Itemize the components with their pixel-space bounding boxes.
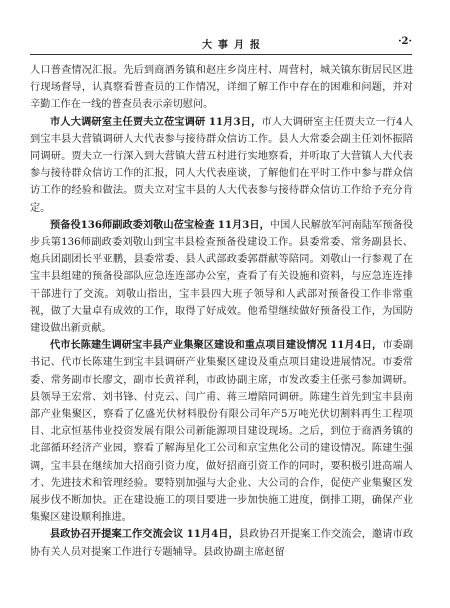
publication-title: 大事月报 — [202, 40, 266, 51]
news-item — [30, 217, 413, 337]
news-headline: 县政协召开提案工作交流会议 — [50, 528, 184, 541]
article-body — [30, 62, 413, 561]
news-item — [30, 114, 413, 217]
news-headline: 市人大调研室主任贾夫立莅宝调研 — [50, 115, 206, 128]
news-headline: 代市长陈建生调研宝丰县产业集聚区建设和重点项目建设情况 — [50, 339, 327, 352]
news-text: 市人大调研室主任贾夫立一行4人到宝丰县大营镇调研人大代表参与接待群众信访工作。县人大常委会副主任刘怀振陪同调研。贾夫立一行深入到大营镇大营五村进行实地察看，并听取了大营镇人大代表参与接待群众信访工作的汇报，同人大代表座谈，了解他们在平时工作中参与群众信访工作的经验和做法。贾夫立对宝丰县的人大代表参与接待群众信访工作给予充分肯定。 — [30, 116, 414, 214]
paragraph-text: 人口普查情况汇报。先后到商酒务镇和赵庄乡岗庄村、周营村，城关镇东街居民区进行现场督导，认真察看普查员的工作情况，详细了解工作中存在的困难和问题，并对辛勤工作在一线的普查员表示亲切慰问。 — [30, 65, 413, 111]
news-headline: 预备役136师副政委刘敬山莅宝检查 — [50, 218, 215, 231]
news-date: 11月3日， — [217, 218, 270, 231]
news-text: 中国人民解放军河南陆军预备役步兵第136师副政委刘敬山到宝丰县检查预备役建设工作。县委常委、常务副县长、炮兵团副团长平亚鹏，县委常委、县人武部政委郭群献等陪同。刘敬山一行参观了在宝丰县组建的预备役部队应急连连部办公室，查看了有关设施和资料，与应急连连排干部进行了交流。刘敬山指出，宝丰县四大班子领导和人武部对预备役工作非常重视，做了大量卓有成效的工作，取得了好成效。他希望继续做好预备役工作，为国防建设做出新贡献。 — [30, 219, 414, 335]
page-number: ·2· — [398, 36, 412, 47]
news-item — [30, 526, 413, 560]
news-date: 11月4日， — [330, 339, 383, 352]
news-text: 市委副书记、代市长陈建生到宝丰县调研产业集聚区建设及重点项目建设进展情况。市委常委、常务副市长廖文，副市长黄祥利，市政协副主席，市发改委主任张弓参加调研。县领导王宏常、刘书锋、付克云、闫广甫、蒋三增陪同调研。陈建生首先到宝丰县南部产业集聚区，察看了亿盛光伏材料股份有限公司年产5万吨光伏切割料再生工程项目、北京恒基伟业投资发展有限公司新能源项目建设现场。之后，到位于商酒务镇的北部循环经济产业园，察看了解海星化工公司和京宝焦化公司的建设情况。陈建生强调，宝丰县在继续加大招商引资力度，做好招商引资工作的同时，要积极引进高端人才、先进技术和管理经验。要特别加强与大企业、大公司的合作，促使产业集聚区发展步伐不断加快。正在建设施工的项目要进一步加快施工进度，倒排工期，确保产业集聚区建设顺利推进。 — [30, 340, 414, 524]
news-date: 11月3日， — [208, 115, 262, 128]
news-date: 11月4日， — [186, 528, 239, 541]
news-item — [30, 337, 413, 526]
news-text: 县政协召开提案工作交流会，邀请市政协有关人员对提案工作进行专题辅导。县政协副主席赵留 — [30, 529, 414, 558]
paragraph-continuation — [30, 62, 413, 114]
page-header — [30, 34, 412, 55]
